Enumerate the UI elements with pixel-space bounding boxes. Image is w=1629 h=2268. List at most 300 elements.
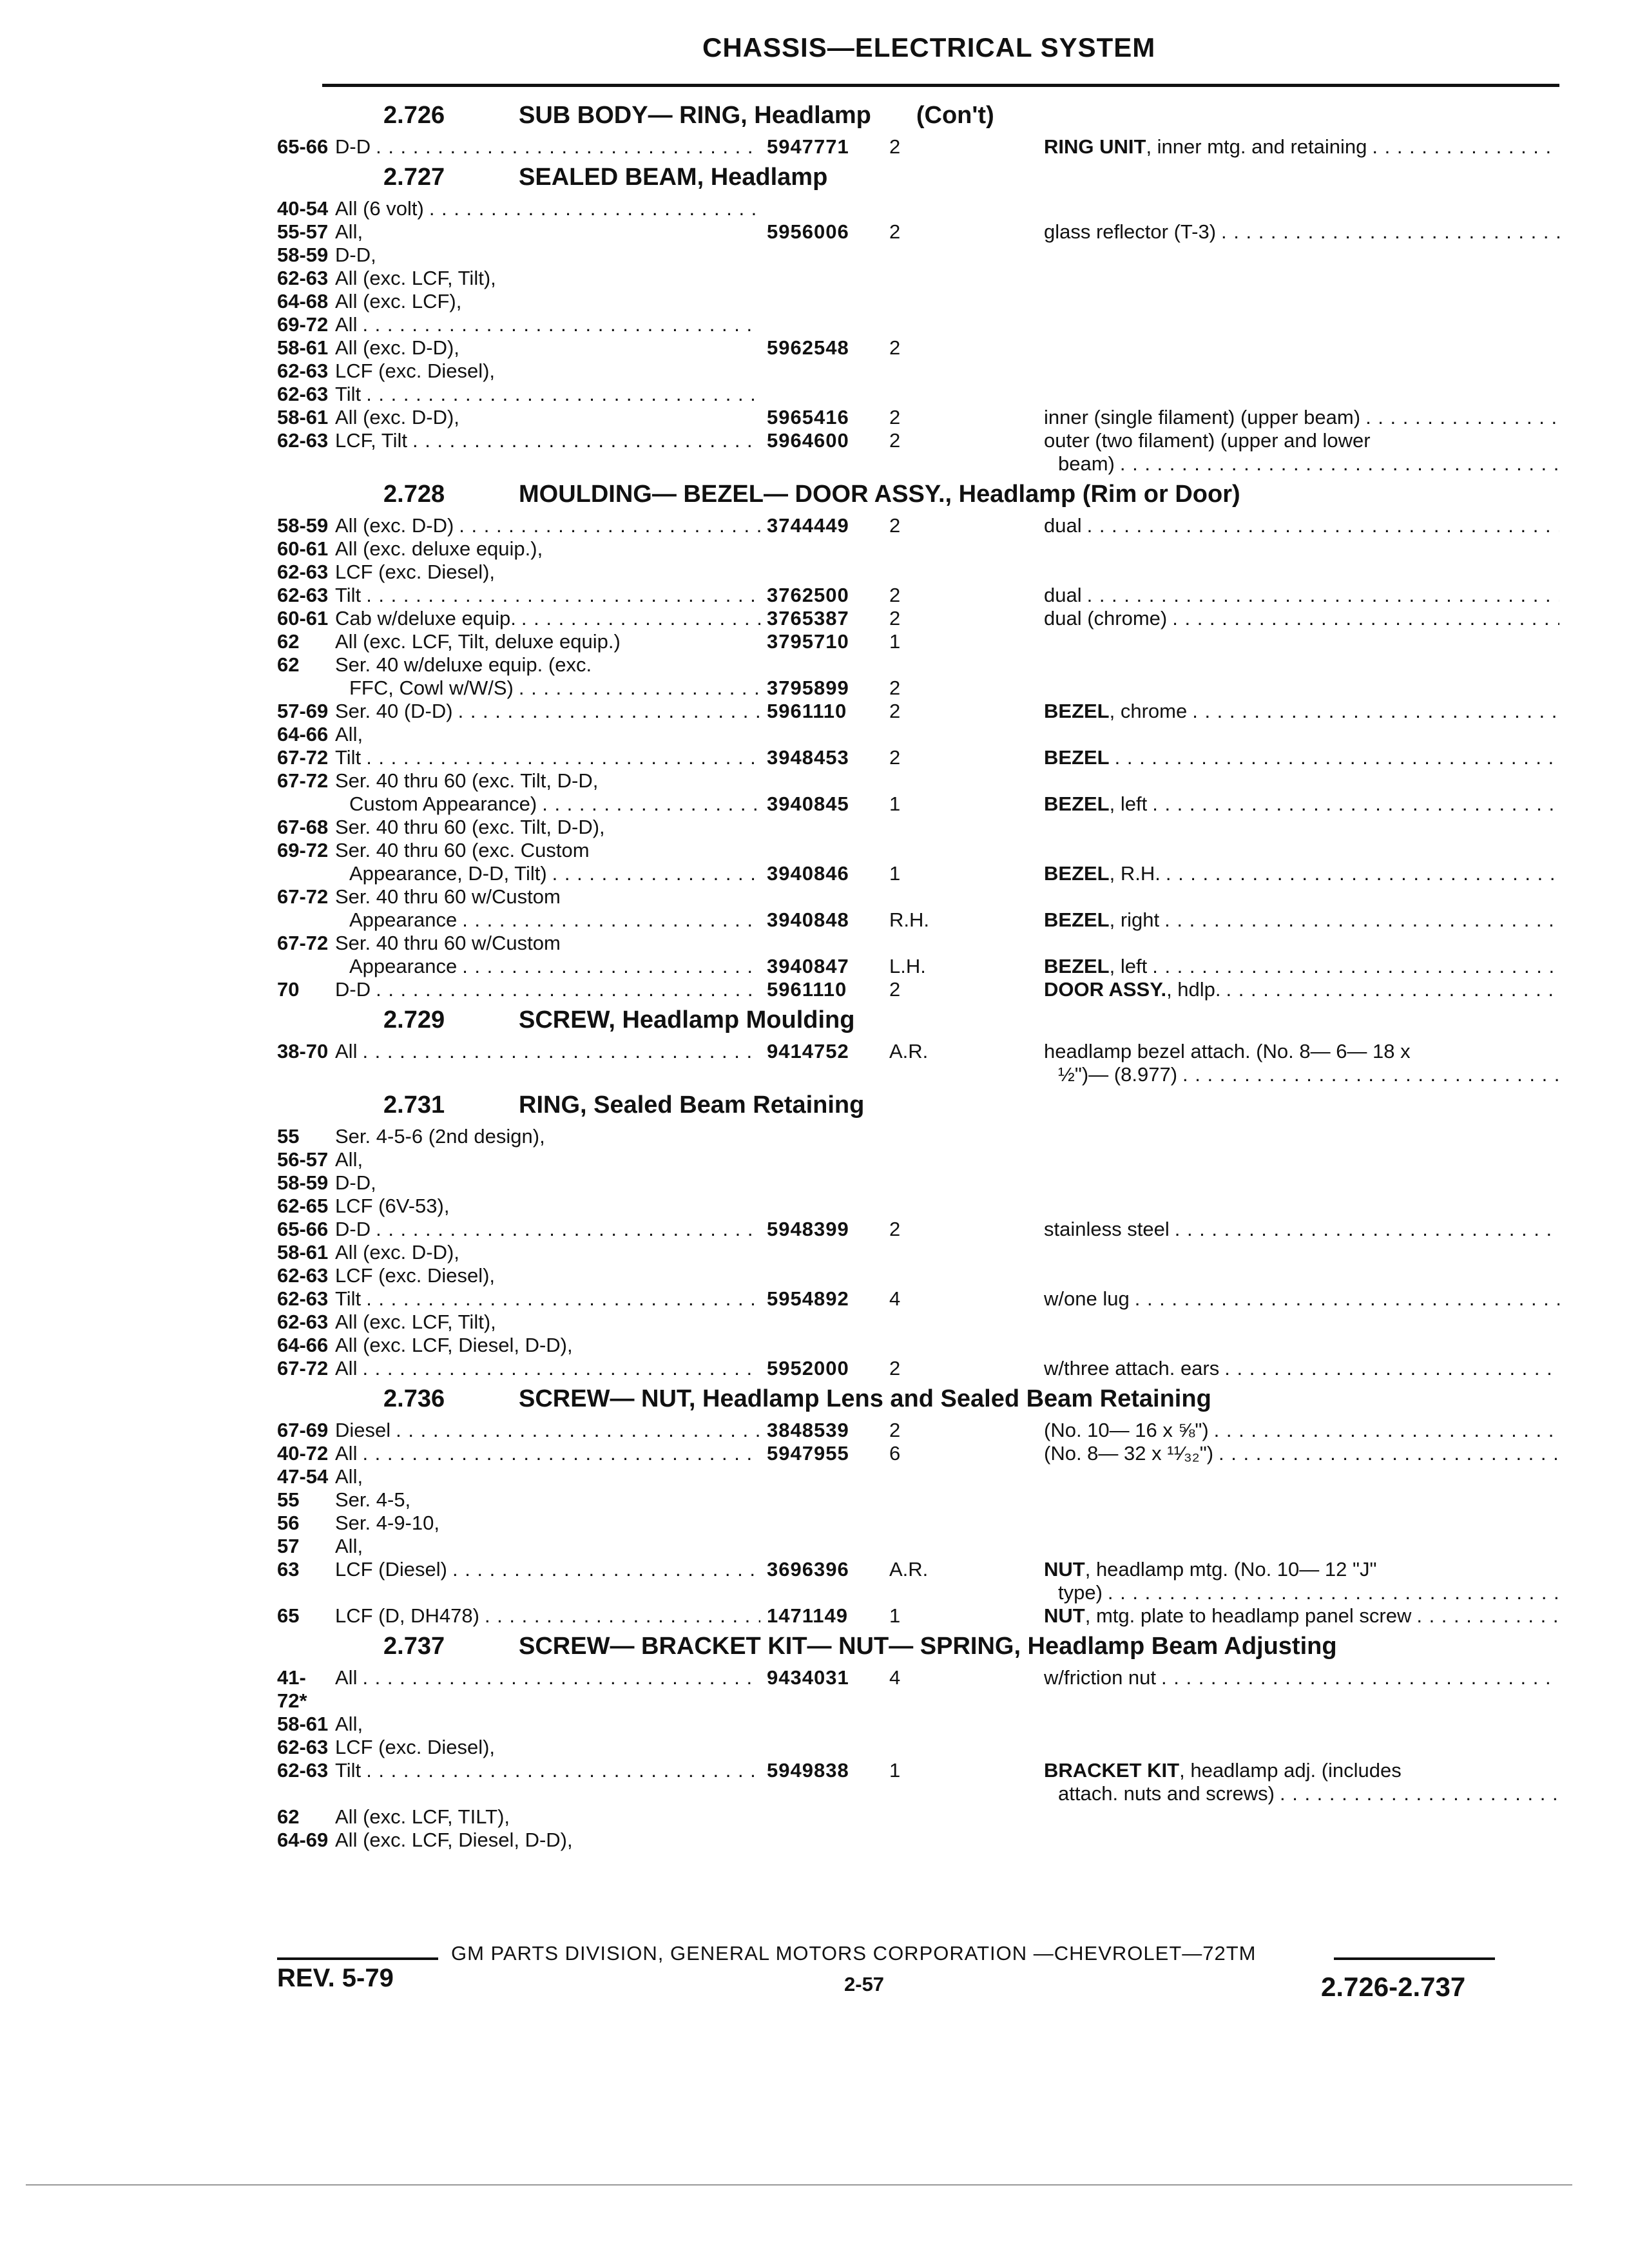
application-text: All, xyxy=(335,1465,363,1488)
application-text: LCF (D, DH478) xyxy=(335,1604,479,1627)
part-row xyxy=(271,537,1559,561)
section-heading xyxy=(271,1633,1559,1665)
application xyxy=(335,816,760,839)
part-number: 5964600 xyxy=(767,429,849,452)
part-number: 5947955 xyxy=(767,1442,849,1465)
model-years: 62-63 xyxy=(277,1287,329,1310)
application-text: Ser. 40 (D-D) xyxy=(335,700,453,722)
application xyxy=(335,1040,760,1063)
application-text: All (exc. LCF), xyxy=(335,290,462,312)
quantity: 1 xyxy=(889,1604,901,1627)
part-row xyxy=(271,360,1559,383)
quantity: 2 xyxy=(889,1218,901,1240)
model-years: 67-72 xyxy=(277,885,329,908)
application-text: Tilt xyxy=(335,1287,361,1310)
part-row xyxy=(271,1419,1559,1442)
application xyxy=(335,1829,760,1852)
part-row xyxy=(271,746,1559,769)
model-years: 64-66 xyxy=(277,723,329,745)
description-keyword: BEZEL xyxy=(1044,793,1110,815)
model-years: 67-72 xyxy=(277,769,329,792)
application-text: Tilt xyxy=(335,746,361,769)
application-text: LCF, Tilt xyxy=(335,429,407,452)
part-number: 5954892 xyxy=(767,1287,849,1310)
application xyxy=(335,908,760,932)
application-text: Appearance xyxy=(349,955,458,977)
model-years: 62-63 xyxy=(277,267,329,289)
dot-leader xyxy=(362,1666,760,1689)
dot-leader xyxy=(459,514,760,537)
quantity: L.H. xyxy=(889,955,926,977)
description-text xyxy=(1044,746,1110,769)
application-text: All (exc. LCF, Tilt), xyxy=(335,267,496,289)
quantity: 6 xyxy=(889,1442,901,1465)
description-detail: , hdlp. xyxy=(1166,978,1221,1001)
model-years: 60-61 xyxy=(277,607,329,629)
description-detail: outer (two filament) (upper and lower xyxy=(1044,429,1371,452)
description xyxy=(1044,793,1559,816)
dot-leader xyxy=(396,1419,760,1442)
model-years: 65-66 xyxy=(277,135,329,158)
model-years: 58-61 xyxy=(277,336,329,359)
description-text xyxy=(1044,406,1360,429)
application-text: All (exc. LCF, TILT), xyxy=(335,1805,510,1828)
part-row xyxy=(271,197,1559,220)
description-detail: inner (single filament) (upper beam) xyxy=(1044,406,1361,428)
description xyxy=(1044,452,1559,476)
part-row xyxy=(271,1488,1559,1512)
quantity: A.R. xyxy=(889,1558,929,1581)
part-row xyxy=(271,1805,1559,1829)
application xyxy=(335,514,760,537)
page-footer xyxy=(277,1933,1501,2017)
application-text: All xyxy=(335,1357,358,1379)
quantity: 2 xyxy=(889,429,901,452)
application xyxy=(335,1442,760,1465)
model-years: 62-63 xyxy=(277,383,329,405)
description-keyword: BEZEL xyxy=(1044,746,1110,769)
description-detail: , left xyxy=(1109,793,1148,815)
section-number: 2.726 xyxy=(383,102,445,129)
application xyxy=(335,653,760,677)
application-text: Ser. 40 thru 60 w/Custom xyxy=(335,932,561,954)
application xyxy=(335,1125,760,1148)
description-detail: ½")— (8.977) xyxy=(1058,1063,1178,1086)
quantity: 2 xyxy=(889,746,901,769)
model-years: 67-72 xyxy=(277,932,329,954)
section-heading xyxy=(271,481,1559,513)
quantity: 2 xyxy=(889,700,901,722)
application xyxy=(335,862,760,885)
description-text xyxy=(1044,793,1147,816)
application-text: Ser. 40 thru 60 (exc. Custom xyxy=(335,839,590,861)
application-text: D-D xyxy=(335,978,371,1001)
quantity: 4 xyxy=(889,1287,901,1310)
quantity: 2 xyxy=(889,220,901,243)
part-row xyxy=(271,700,1559,723)
part-row xyxy=(271,1287,1559,1311)
model-years: 40-72 xyxy=(277,1442,329,1465)
part-row xyxy=(271,630,1559,653)
model-years: 57 xyxy=(277,1535,300,1557)
description xyxy=(1044,1218,1559,1241)
footer-rule-right xyxy=(1334,1957,1495,1960)
dot-leader xyxy=(1192,700,1559,723)
description-detail: , right xyxy=(1109,908,1160,931)
description-detail: , headlamp mtg. (No. 10— 12 "J" xyxy=(1084,1558,1377,1581)
application-text: LCF (6V-53), xyxy=(335,1195,450,1217)
description-text xyxy=(1044,908,1159,932)
model-years: 47-54 xyxy=(277,1465,329,1488)
description xyxy=(1044,1357,1559,1380)
description-keyword: BEZEL xyxy=(1044,955,1110,977)
quantity: 1 xyxy=(889,1759,901,1782)
application xyxy=(335,1419,760,1442)
section-heading xyxy=(271,1006,1559,1039)
application xyxy=(335,1171,760,1195)
part-number: 3765387 xyxy=(767,607,849,629)
model-years: 56 xyxy=(277,1512,300,1534)
part-row xyxy=(271,1442,1559,1465)
application xyxy=(335,1311,760,1334)
description-text xyxy=(1044,220,1216,244)
description xyxy=(1044,220,1559,244)
description-text xyxy=(1044,607,1167,630)
dot-leader xyxy=(376,978,760,1001)
application xyxy=(335,1736,760,1759)
description-detail: , chrome xyxy=(1109,700,1188,722)
description-keyword: BRACKET KIT xyxy=(1044,1759,1180,1782)
description-detail: w/one lug xyxy=(1044,1287,1130,1310)
application-text: LCF (exc. Diesel), xyxy=(335,360,496,382)
model-years: 67-69 xyxy=(277,1419,329,1441)
dot-leader xyxy=(1120,452,1559,476)
description-keyword: BEZEL xyxy=(1044,700,1110,722)
section-range: 2.726-2.737 xyxy=(1321,1972,1466,2002)
dot-leader xyxy=(1221,220,1559,244)
description-text xyxy=(1044,1581,1103,1604)
model-years: 64-68 xyxy=(277,290,329,312)
description xyxy=(1044,1759,1559,1782)
part-row xyxy=(271,1195,1559,1218)
dot-leader xyxy=(462,955,760,978)
part-row xyxy=(271,584,1559,607)
model-years: 40-54 xyxy=(277,197,329,220)
model-years: 62 xyxy=(277,653,300,676)
dot-leader xyxy=(362,313,760,336)
application xyxy=(335,537,760,561)
model-years: 56-57 xyxy=(277,1148,329,1171)
dot-leader xyxy=(1280,1782,1559,1805)
revision-label: REV. 5-79 xyxy=(277,1964,394,1992)
section-number: 2.731 xyxy=(383,1091,445,1119)
section-heading xyxy=(271,102,1559,134)
application xyxy=(335,1805,760,1829)
application xyxy=(335,1218,760,1241)
model-years: 69-72 xyxy=(277,313,329,336)
dot-leader xyxy=(1115,746,1559,769)
part-row xyxy=(271,135,1559,159)
application xyxy=(335,1241,760,1264)
application-text: D-D xyxy=(335,1218,371,1240)
application-text: All xyxy=(335,1442,358,1465)
application xyxy=(335,1759,760,1782)
description xyxy=(1044,1442,1559,1465)
dot-leader xyxy=(412,429,760,452)
section-title: SEALED BEAM, Headlamp xyxy=(519,164,828,191)
section-title: RING, Sealed Beam Retaining xyxy=(519,1091,865,1119)
part-row xyxy=(271,607,1559,630)
part-row xyxy=(271,267,1559,290)
description-text xyxy=(1044,135,1367,159)
description-detail: type) xyxy=(1058,1581,1103,1604)
model-years: 70 xyxy=(277,978,300,1001)
application xyxy=(335,406,760,429)
description-text xyxy=(1044,700,1187,723)
description-keyword: NUT xyxy=(1044,1604,1085,1627)
part-number: 5961110 xyxy=(767,978,847,1001)
dot-leader xyxy=(1175,1218,1559,1241)
application xyxy=(335,700,760,723)
part-row xyxy=(271,1063,1559,1086)
section-number: 2.736 xyxy=(383,1385,445,1412)
application-text: All xyxy=(335,313,358,336)
application xyxy=(335,584,760,607)
description-text xyxy=(1044,1419,1209,1442)
part-row xyxy=(271,978,1559,1001)
dot-leader xyxy=(362,1357,760,1380)
application xyxy=(335,932,760,955)
description-detail: stainless steel xyxy=(1044,1218,1170,1240)
application-text: All (exc. D-D) xyxy=(335,514,454,537)
model-years: 62 xyxy=(277,1805,300,1828)
application-text: LCF (Diesel) xyxy=(335,1558,447,1581)
part-row xyxy=(271,1759,1559,1782)
application-text: Tilt xyxy=(335,383,361,405)
application-text: Ser. 4-9-10, xyxy=(335,1512,439,1534)
dot-leader xyxy=(376,1218,760,1241)
description xyxy=(1044,1558,1559,1581)
part-row xyxy=(271,1148,1559,1171)
dot-leader xyxy=(462,908,760,932)
model-years: 58-59 xyxy=(277,244,329,266)
part-row xyxy=(271,816,1559,839)
part-row xyxy=(271,1311,1559,1334)
part-row xyxy=(271,1581,1559,1604)
part-row xyxy=(271,1171,1559,1195)
description-text xyxy=(1044,1218,1170,1241)
quantity: 4 xyxy=(889,1666,901,1689)
description-text xyxy=(1044,1604,1411,1628)
section-heading xyxy=(271,1091,1559,1124)
part-row xyxy=(271,653,1559,677)
description-detail: , headlamp adj. (includes xyxy=(1179,1759,1402,1782)
description-text xyxy=(1044,1666,1156,1689)
section-title: SUB BODY— RING, Headlamp xyxy=(519,102,871,129)
description-detail: , left xyxy=(1109,955,1148,977)
description-text xyxy=(1044,1287,1130,1311)
description-detail: dual (chrome) xyxy=(1044,607,1168,629)
quantity: 1 xyxy=(889,630,901,653)
model-years: 62-63 xyxy=(277,1736,329,1758)
part-number: 5956006 xyxy=(767,220,849,243)
part-number: 3795710 xyxy=(767,630,849,653)
dot-leader xyxy=(458,700,760,723)
part-row xyxy=(271,1713,1559,1736)
dot-leader xyxy=(1226,978,1559,1001)
section-number: 2.727 xyxy=(383,164,445,191)
model-years: 62-63 xyxy=(277,429,329,452)
application xyxy=(335,793,760,816)
part-number: 9434031 xyxy=(767,1666,849,1689)
part-number: 1471149 xyxy=(767,1604,848,1627)
quantity: 2 xyxy=(889,1419,901,1441)
description-detail: dual xyxy=(1044,584,1082,606)
application xyxy=(335,630,760,653)
application xyxy=(335,1535,760,1558)
part-number: 3848539 xyxy=(767,1419,849,1441)
application xyxy=(335,885,760,908)
description-detail: attach. nuts and screws) xyxy=(1058,1782,1275,1805)
section-number: 2.729 xyxy=(383,1006,445,1033)
part-row xyxy=(271,677,1559,700)
part-row xyxy=(271,406,1559,429)
model-years: 55-57 xyxy=(277,220,329,243)
part-number: 3940845 xyxy=(767,793,849,815)
model-years: 60-61 xyxy=(277,537,329,560)
application xyxy=(335,290,760,313)
application xyxy=(335,607,760,630)
model-years: 55 xyxy=(277,1125,300,1148)
description xyxy=(1044,135,1559,159)
section-number: 2.737 xyxy=(383,1633,445,1660)
model-years: 62-65 xyxy=(277,1195,329,1217)
application xyxy=(335,955,760,978)
dot-leader xyxy=(1416,1604,1559,1628)
application-text: All, xyxy=(335,1148,363,1171)
application-text: All (exc. D-D), xyxy=(335,406,459,428)
description xyxy=(1044,607,1559,630)
part-row xyxy=(271,452,1559,476)
part-row xyxy=(271,1535,1559,1558)
model-years: 62-63 xyxy=(277,561,329,583)
model-years: 58-61 xyxy=(277,1241,329,1264)
application-text: All (6 volt) xyxy=(335,197,424,220)
application xyxy=(335,1465,760,1488)
section-title: SCREW— NUT, Headlamp Lens and Sealed Beam Retaining xyxy=(519,1385,1211,1412)
model-years: 58-61 xyxy=(277,1713,329,1735)
section-heading xyxy=(271,164,1559,196)
page-title: CHASSIS—ELECTRICAL SYSTEM xyxy=(702,32,1156,62)
description-text xyxy=(1044,514,1082,537)
section-title: SCREW— BRACKET KIT— NUT— SPRING, Headlamp Beam Adjusting xyxy=(519,1633,1337,1660)
description-text xyxy=(1044,429,1371,452)
footer-publisher: GM PARTS DIVISION, GENERAL MOTORS CORPORATION —CHEVROLET—72TM xyxy=(451,1942,1257,1965)
model-years: 62-63 xyxy=(277,1264,329,1287)
dot-leader xyxy=(1224,1357,1559,1380)
application xyxy=(335,383,760,406)
part-row xyxy=(271,932,1559,955)
dot-leader xyxy=(362,1442,760,1465)
dot-leader xyxy=(1365,406,1559,429)
description-keyword: RING UNIT xyxy=(1044,135,1146,158)
part-number: 3948453 xyxy=(767,746,849,769)
application-text: All, xyxy=(335,220,363,243)
part-number: 3940848 xyxy=(767,908,849,931)
dot-leader xyxy=(552,862,760,885)
dot-leader xyxy=(1182,1063,1559,1086)
description-text xyxy=(1044,1782,1275,1805)
quantity: 2 xyxy=(889,336,901,359)
application xyxy=(335,135,760,159)
part-row xyxy=(271,336,1559,360)
page-number: 2-57 xyxy=(844,1973,885,1995)
description-text xyxy=(1044,955,1147,978)
application-text: Appearance, D-D, Tilt) xyxy=(349,862,547,885)
part-number: 5961110 xyxy=(767,700,847,722)
model-years: 63 xyxy=(277,1558,300,1581)
model-years: 38-70 xyxy=(277,1040,329,1062)
application-text: FFC, Cowl w/W/S) xyxy=(349,677,514,699)
dot-leader xyxy=(1214,1419,1559,1442)
description xyxy=(1044,584,1559,607)
dot-leader xyxy=(1219,1442,1559,1465)
application xyxy=(335,197,760,220)
model-years: 67-72 xyxy=(277,746,329,769)
quantity: 1 xyxy=(889,862,901,885)
dot-leader xyxy=(1372,135,1559,159)
quantity: A.R. xyxy=(889,1040,929,1062)
part-row xyxy=(271,723,1559,746)
description-detail: dual xyxy=(1044,514,1082,537)
dot-leader xyxy=(542,793,760,816)
application-text: Custom Appearance) xyxy=(349,793,537,815)
model-years: 62 xyxy=(277,630,300,653)
quantity: 2 xyxy=(889,1357,901,1379)
part-number: 5947771 xyxy=(767,135,849,158)
part-number: 3744449 xyxy=(767,514,849,537)
application-text: Ser. 40 thru 60 w/Custom xyxy=(335,885,561,908)
part-row xyxy=(271,383,1559,406)
application xyxy=(335,429,760,452)
header-rule xyxy=(322,84,1559,87)
application xyxy=(335,769,760,793)
model-years: 55 xyxy=(277,1488,300,1511)
application xyxy=(335,1148,760,1171)
application-text: LCF (exc. Diesel), xyxy=(335,1736,496,1758)
description-detail: w/three attach. ears xyxy=(1044,1357,1220,1379)
quantity: 2 xyxy=(889,135,901,158)
application xyxy=(335,244,760,267)
application xyxy=(335,839,760,862)
application xyxy=(335,723,760,746)
application xyxy=(335,978,760,1001)
application-text: D-D, xyxy=(335,244,376,266)
dot-leader xyxy=(366,746,760,769)
application-text: D-D xyxy=(335,135,371,158)
part-row xyxy=(271,1829,1559,1852)
application xyxy=(335,561,760,584)
description-text xyxy=(1044,1558,1377,1581)
part-row xyxy=(271,1736,1559,1759)
application-text: All (exc. LCF, Diesel, D-D), xyxy=(335,1334,573,1356)
part-row xyxy=(271,220,1559,244)
model-years: 62-63 xyxy=(277,360,329,382)
description-detail: (No. 10— 16 x ⅝") xyxy=(1044,1419,1209,1441)
part-row xyxy=(271,839,1559,862)
quantity: R.H. xyxy=(889,908,929,931)
quantity: 2 xyxy=(889,978,901,1001)
